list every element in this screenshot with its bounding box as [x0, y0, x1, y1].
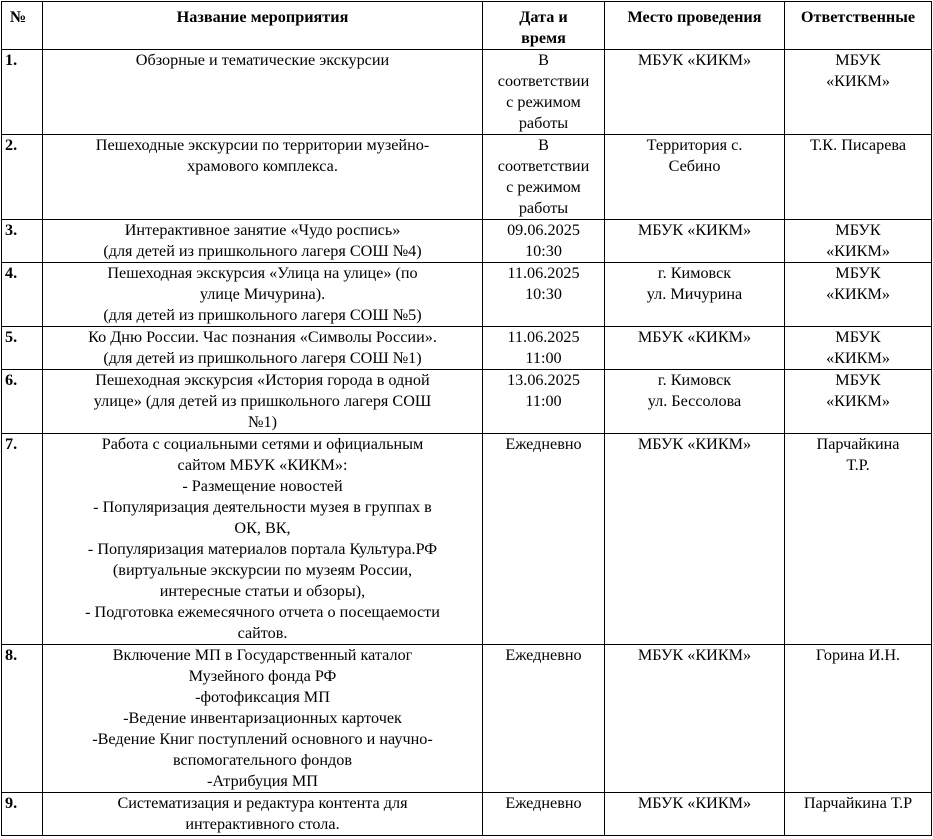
cell-date	[483, 220, 605, 263]
cell-resp-line: «КИКМ»	[826, 72, 890, 90]
cell-place	[605, 50, 785, 135]
cell-name	[43, 220, 483, 263]
cell-name-line: ОК, ВК,	[234, 519, 291, 537]
cell-name-line: - Популяризация деятельности музея в группах в	[93, 498, 432, 516]
cell-place-line: МБУК «КИКМ»	[637, 221, 752, 239]
cell-place	[605, 327, 785, 370]
cell-place	[605, 135, 785, 220]
cell-name-line: - Размещение новостей	[182, 477, 343, 495]
cell-place	[605, 220, 785, 263]
table-row	[2, 645, 932, 793]
cell-num: 3.	[2, 220, 43, 263]
cell-name-line: Пешеходные экскурсии по территории музейно-	[95, 136, 430, 154]
cell-resp	[785, 220, 932, 263]
cell-date-line: 11.06.2025	[507, 328, 580, 346]
cell-date	[483, 327, 605, 370]
cell-name-line: №1)	[248, 413, 277, 431]
cell-place	[605, 263, 785, 327]
cell-date-line: Ежедневно	[505, 435, 582, 453]
cell-date-line: В	[538, 51, 549, 69]
cell-date	[483, 645, 605, 793]
cell-date-line: 10:30	[525, 242, 562, 260]
cell-date-line: 13.06.2025	[507, 371, 580, 389]
cell-resp-line: «КИКМ»	[826, 242, 890, 260]
cell-num: 5.	[2, 327, 43, 370]
cell-name-line: (виртуальные экскурсии по музеям России,	[112, 561, 413, 579]
header-place: Место проведения	[605, 2, 785, 50]
cell-place-line: Территория с.	[646, 136, 743, 154]
header-num: №	[2, 2, 43, 50]
table-row	[2, 263, 932, 327]
cell-date-line: В	[538, 136, 549, 154]
cell-name-line: -Ведение инвентаризационных карточек	[123, 709, 402, 727]
cell-name	[43, 135, 483, 220]
cell-place-line: МБУК «КИКМ»	[637, 646, 752, 664]
cell-name-line: сайтов.	[237, 624, 288, 642]
cell-name	[43, 263, 483, 327]
cell-name-line: -Атрибуция МП	[207, 772, 318, 790]
cell-name	[43, 793, 483, 836]
cell-place	[605, 434, 785, 645]
cell-place-line: МБУК «КИКМ»	[637, 51, 752, 69]
cell-date-line: 10:30	[525, 285, 562, 303]
cell-name	[43, 370, 483, 434]
cell-date	[483, 135, 605, 220]
cell-name-line: Пешеходная экскурсия «История города в одной	[95, 371, 430, 389]
cell-num: 9.	[2, 793, 43, 836]
table-row	[2, 793, 932, 836]
cell-place-line: Себино	[668, 157, 721, 175]
cell-resp	[785, 327, 932, 370]
cell-num: 4.	[2, 263, 43, 327]
cell-place	[605, 793, 785, 836]
cell-num: 2.	[2, 135, 43, 220]
table-row	[2, 220, 932, 263]
cell-name-line: вспомогательного фондов	[173, 751, 352, 769]
table-row	[2, 370, 932, 434]
cell-place	[605, 370, 785, 434]
cell-date-line: 11:00	[525, 392, 562, 410]
cell-name-line: - Подготовка ежемесячного отчета о посещаемости	[85, 603, 440, 621]
cell-date	[483, 263, 605, 327]
cell-num: 8.	[2, 645, 43, 793]
cell-place-line: МБУК «КИКМ»	[637, 435, 752, 453]
cell-name	[43, 645, 483, 793]
cell-resp-line: Т.К. Писарева	[809, 136, 907, 154]
events-table	[1, 1, 932, 836]
cell-date-line: 09.06.2025	[507, 221, 580, 239]
cell-resp-line: Т.Р.	[846, 456, 870, 474]
table-row	[2, 50, 932, 135]
cell-num: 6.	[2, 370, 43, 434]
header-date-line: время	[521, 29, 566, 47]
cell-num: 1.	[2, 50, 43, 135]
cell-resp-line: МБУК	[835, 221, 881, 239]
cell-name-line: Работа с социальными сетями и официальным	[101, 435, 424, 453]
cell-resp-line: Парчайкина Т.Р	[803, 794, 913, 812]
cell-name-line: Обзорные и тематические экскурсии	[135, 51, 390, 69]
cell-place	[605, 645, 785, 793]
cell-resp-line: МБУК	[835, 264, 881, 282]
cell-resp	[785, 135, 932, 220]
cell-date-line: 11.06.2025	[507, 264, 580, 282]
cell-name	[43, 50, 483, 135]
cell-date	[483, 793, 605, 836]
cell-resp-line: МБУК	[835, 328, 881, 346]
cell-date-line: Ежедневно	[505, 794, 582, 812]
cell-resp-line: «КИКМ»	[826, 285, 890, 303]
cell-name-line: интерактивного стола.	[185, 815, 340, 833]
cell-resp	[785, 645, 932, 793]
cell-name-line: Включение МП в Государственный каталог	[112, 646, 413, 664]
table-header-row	[2, 2, 932, 50]
cell-name-line: -Ведение Книг поступлений основного и научно-	[92, 730, 433, 748]
cell-name-line: сайтом МБУК «КИКМ»:	[177, 456, 348, 474]
header-name: Название мероприятия	[43, 2, 483, 50]
cell-name	[43, 327, 483, 370]
cell-date	[483, 50, 605, 135]
cell-resp	[785, 370, 932, 434]
cell-resp-line: «КИКМ»	[826, 349, 890, 367]
cell-date-line: работы	[518, 114, 569, 132]
cell-place-line: МБУК «КИКМ»	[637, 328, 752, 346]
cell-resp-line: Горина И.Н.	[815, 646, 901, 664]
cell-num: 7.	[2, 434, 43, 645]
cell-name-line: улице Мичурина).	[199, 285, 326, 303]
cell-name-line: (для детей из пришкольного лагеря СОШ №5)	[103, 306, 422, 324]
cell-date-line: соответствии	[497, 72, 590, 90]
cell-place-line: г. Кимовск	[657, 264, 732, 282]
cell-date-line: 11:00	[525, 349, 562, 367]
cell-place-line: ул. Бессолова	[647, 392, 742, 410]
cell-name-line: Интерактивное занятие «Чудо роспись»	[124, 221, 401, 239]
cell-date-line: с режимом	[506, 178, 581, 196]
cell-date-line: работы	[518, 199, 569, 217]
cell-place-line: г. Кимовск	[657, 371, 732, 389]
cell-resp-line: МБУК	[835, 51, 881, 69]
cell-resp-line: Парчайкина	[816, 435, 900, 453]
cell-date	[483, 370, 605, 434]
cell-resp-line: «КИКМ»	[826, 392, 890, 410]
cell-name-line: храмового комплекса.	[187, 157, 338, 175]
cell-name-line: -фотофиксация МП	[195, 688, 330, 706]
header-date	[483, 2, 605, 50]
cell-name-line: Музейного фонда РФ	[188, 667, 337, 685]
header-date-line: Дата и	[519, 8, 568, 26]
cell-name-line: - Популяризация материалов портала Культура.РФ	[87, 540, 438, 558]
cell-resp	[785, 434, 932, 645]
cell-resp	[785, 793, 932, 836]
cell-name-line: интересные статьи и обзоры),	[159, 582, 366, 600]
cell-name	[43, 434, 483, 645]
cell-resp	[785, 263, 932, 327]
table-body	[2, 50, 932, 836]
table-row	[2, 434, 932, 645]
cell-date-line: соответствии	[497, 157, 590, 175]
header-resp: Ответственные	[785, 2, 932, 50]
cell-resp-line: МБУК	[835, 371, 881, 389]
cell-date-line: Ежедневно	[505, 646, 582, 664]
cell-name-line: улице» (для детей из пришкольного лагеря СОШ	[93, 392, 432, 410]
cell-place-line: ул. Мичурина	[646, 285, 743, 303]
cell-date-line: с режимом	[506, 93, 581, 111]
cell-name-line: (для детей из пришкольного лагеря СОШ №1)	[103, 349, 422, 367]
cell-place-line: МБУК «КИКМ»	[637, 794, 752, 812]
cell-name-line: Систематизация и редактура контента для	[117, 794, 408, 812]
table-row	[2, 135, 932, 220]
table-row	[2, 327, 932, 370]
cell-resp	[785, 50, 932, 135]
cell-name-line: Пешеходная экскурсия «Улица на улице» (по	[107, 264, 418, 282]
cell-name-line: (для детей из пришкольного лагеря СОШ №4)	[103, 242, 422, 260]
cell-name-line: Ко Дню России. Час познания «Символы России».	[88, 328, 437, 346]
cell-date	[483, 434, 605, 645]
